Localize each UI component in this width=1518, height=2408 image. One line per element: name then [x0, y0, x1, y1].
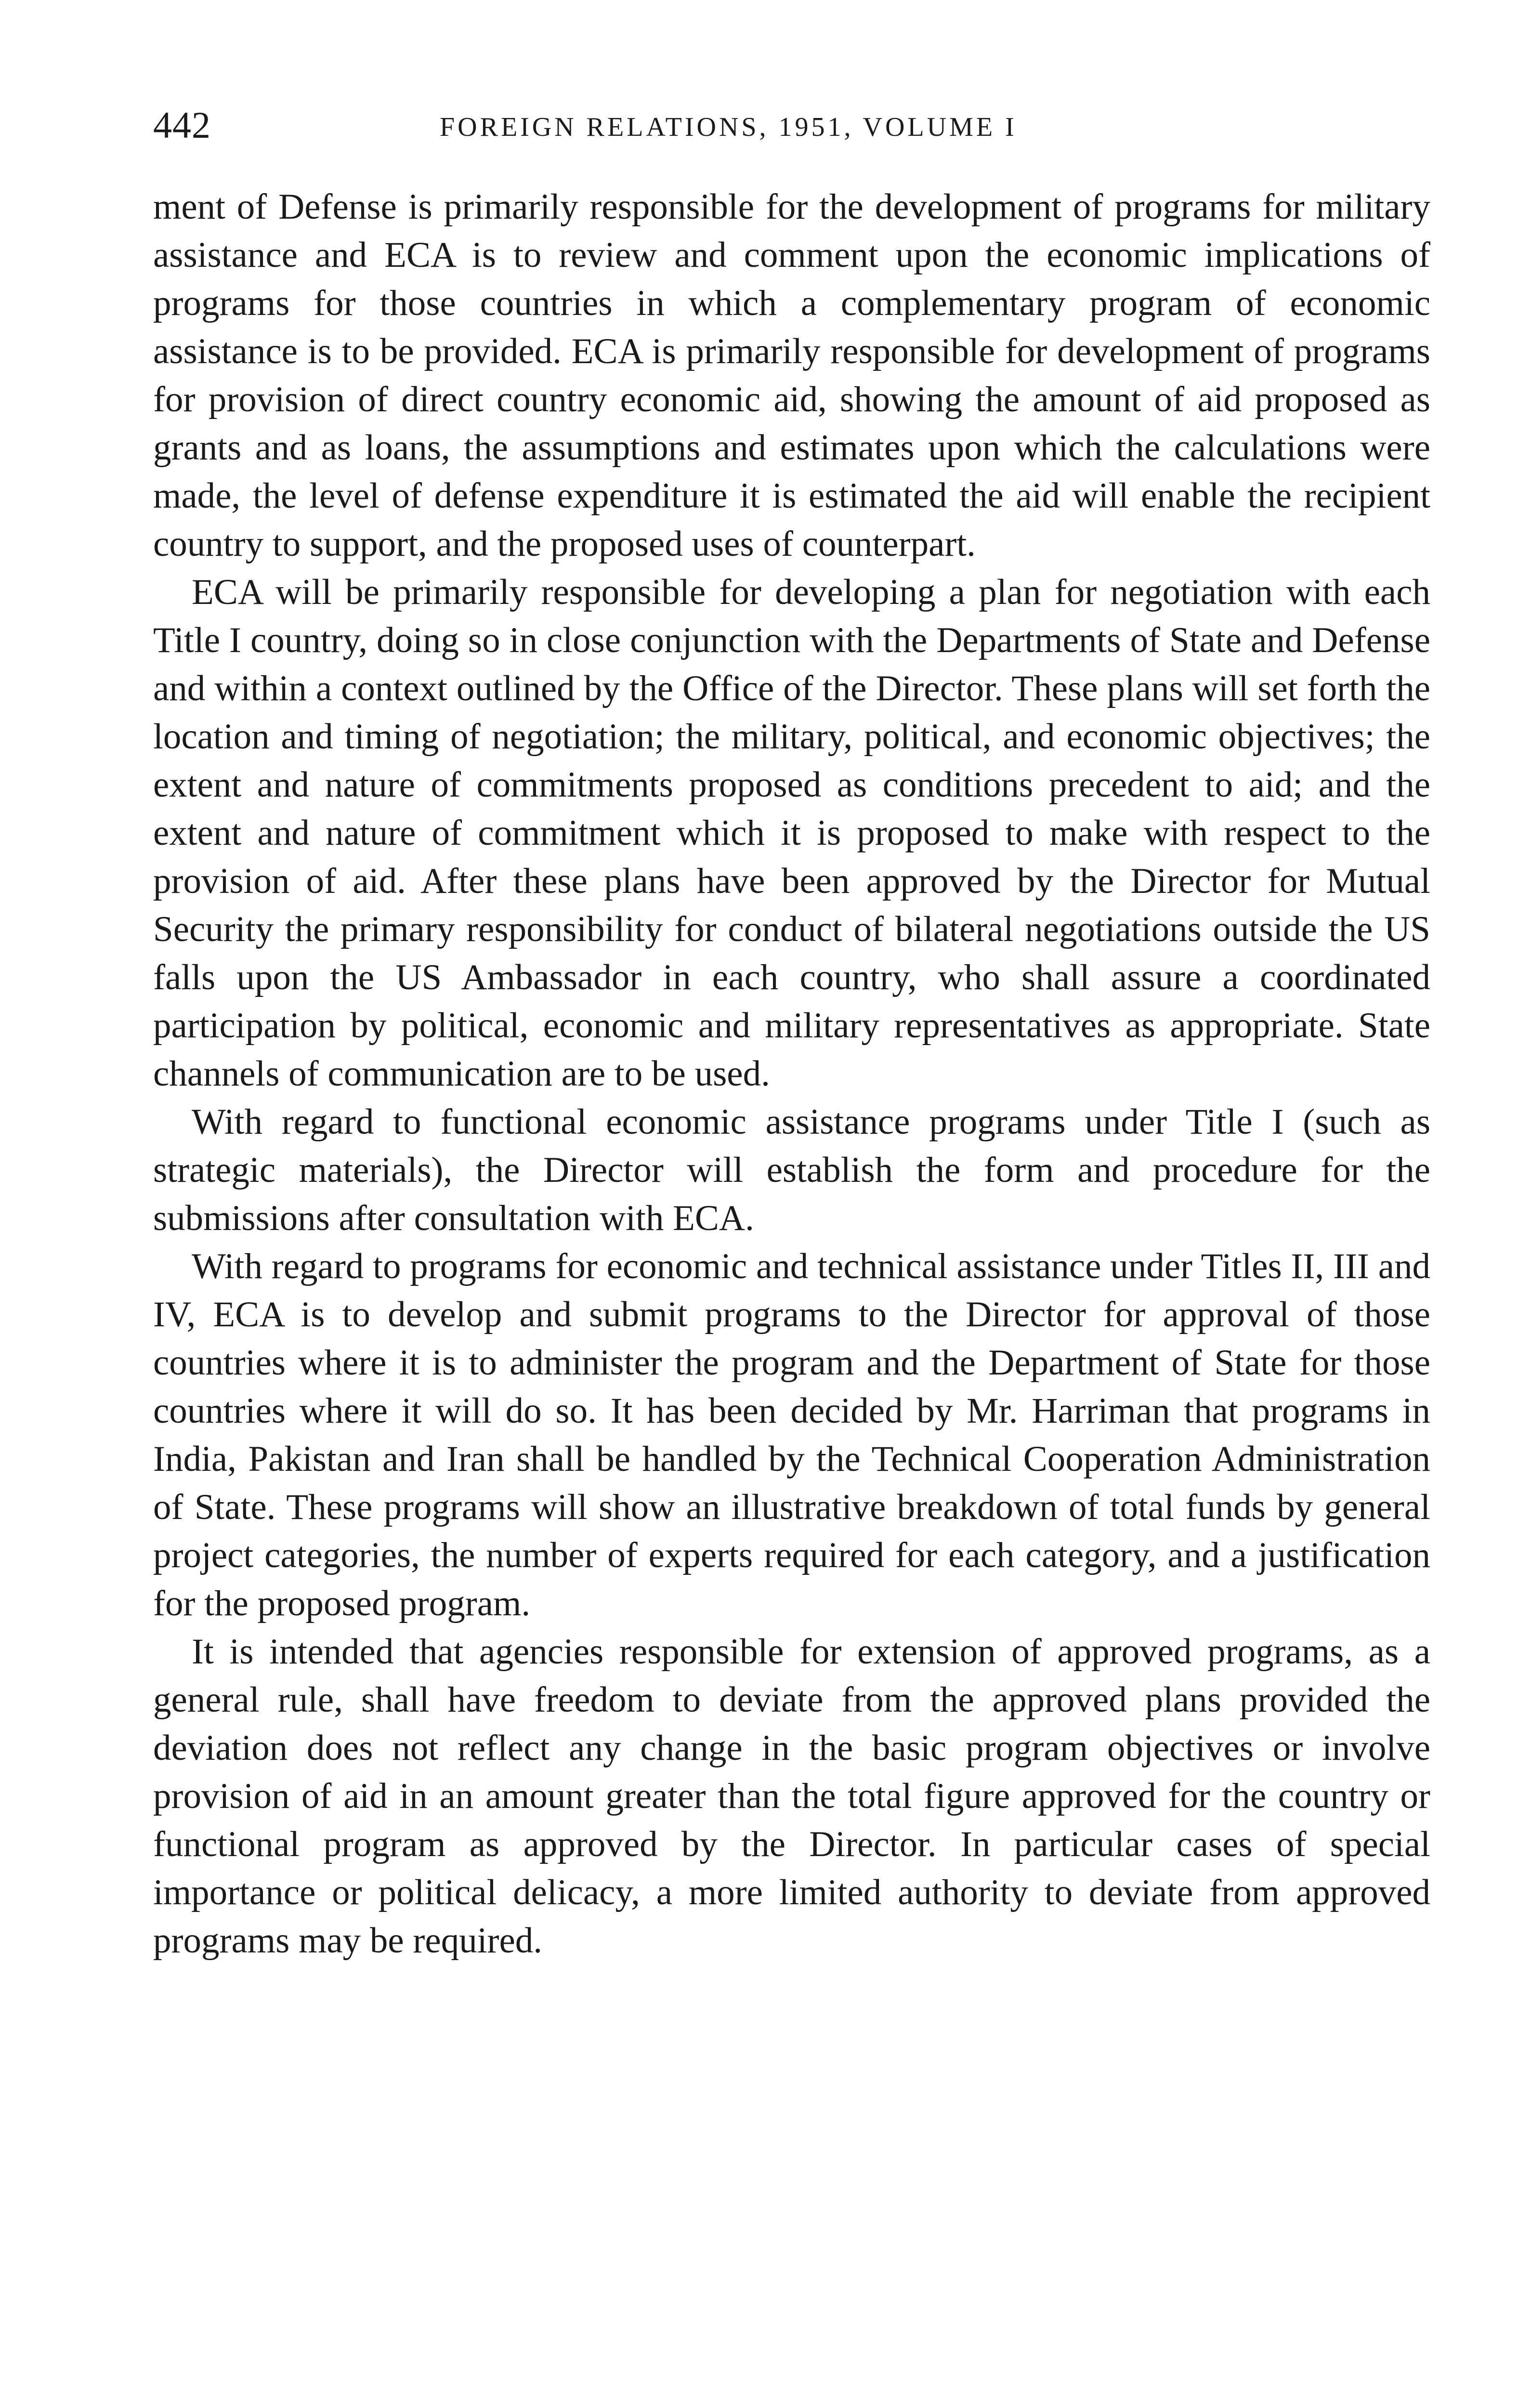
page-number: 442: [153, 104, 211, 146]
running-title: FOREIGN RELATIONS, 1951, VOLUME I: [440, 112, 1017, 142]
running-head: [153, 99, 1430, 152]
paragraph-continuation: ment of Defense is primarily responsible for the development of programs for military assistance and ECA is to review and comment upon the economic implications of programs for those countries in which a complementary program of economic assistance is to be provided. ECA is primarily responsible for development of programs for provision of direct country economic aid, showing the amount of aid proposed as grants and as loans, the assumptions and estimates upon which the calculations were made, the level of defense expenditure it is estimated the aid will enable the recipient country to support, and the proposed uses of counterpart.: [153, 187, 1430, 564]
paragraph-deviation-authority: It is intended that agencies responsible for extension of approved programs, as a general rule, shall have freedom to deviate from the approved plans provided the deviation does not reflect any change in the basic program objectives or involve provision of aid in an amount greater than the total figure approved for the country or functional program as approved by the Director. In particular cases of special importance or political delicacy, a more limited authority to deviate from approved programs may be required.: [153, 1632, 1430, 1961]
paragraph-negotiation-plan: ECA will be primarily responsible for developing a plan for negotiation with each Title I country, doing so in close conjunction with the Departments of State and Defense and within a context outlined by the Office of the Director. These plans will set forth the location and timing of negotiation; the military, political, and economic objectives; the extent and nature of commitments proposed as conditions precedent to aid; and the extent and nature of commitment which it is proposed to make with respect to the provision of aid. After these plans have been approved by the Director for Mutual Security the primary responsibility for conduct of bilateral negotiations outside the US falls upon the US Ambassador in each country, who shall assure a coordinated participation by political, economic and military representatives as appropriate. State channels of communication are to be used.: [153, 572, 1430, 1094]
body-text: [153, 183, 1430, 1965]
paragraph-technical-assistance: With regard to programs for economic and technical assistance under Titles II, III and IV, ECA is to develop and submit programs to the Director for approval of those countries where it is to administer the program and the Department of State for those countries where it will do so. It has been decided by Mr. Harriman that programs in India, Pakistan and Iran shall be handled by the Technical Cooperation Administration of State. These programs will show an illustrative breakdown of total funds by general project categories, the number of experts required for each category, and a justification for the proposed program.: [153, 1246, 1430, 1623]
paragraph-functional-assistance: With regard to functional economic assistance programs under Title I (such as strategic materials), the Director will establish the form and procedure for the submissions after consultation with ECA.: [153, 1102, 1430, 1238]
